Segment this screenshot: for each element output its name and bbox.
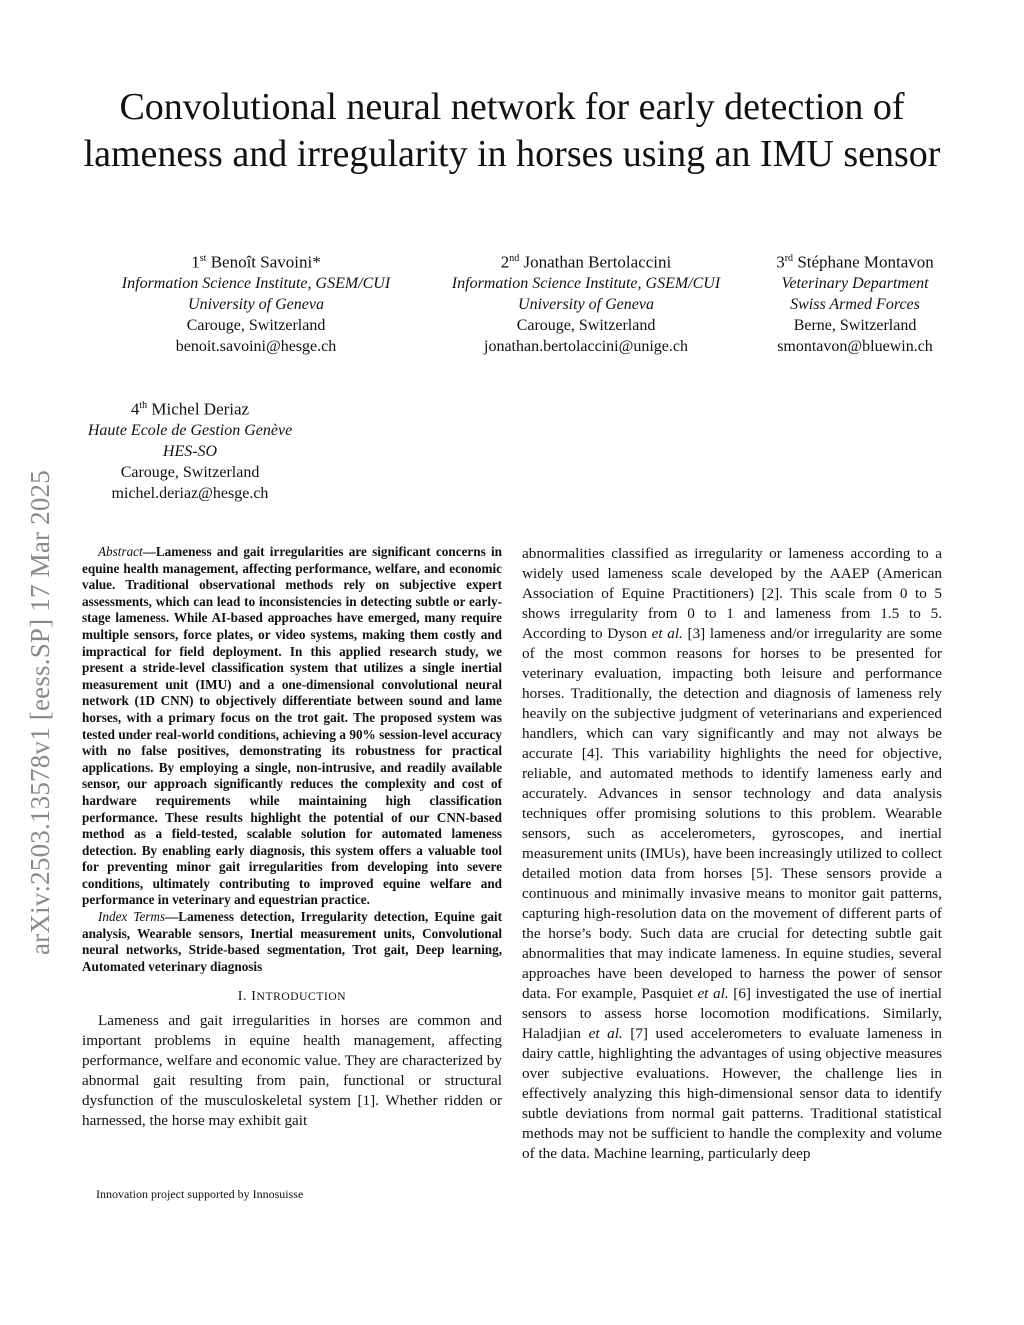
arxiv-identifier: arXiv:2503.13578v1 [eess.SP] 17 Mar 2025 (25, 470, 55, 955)
author-name-2: 2nd Jonathan Bertolaccini (500, 252, 672, 272)
author-email-2: jonathan.bertolaccini@unige.ch (484, 337, 688, 355)
paper-title: Convolutional neural network for early detection of lameness and irregularity in horses using an IMU sensor (83, 86, 941, 175)
left-column (82, 544, 502, 1131)
author-block-4 (60, 395, 320, 504)
right-column-paragraph: abnormalities classified as irregularity or lameness according to a widely used lameness scale developed by the AAEP (American Association of Equine Practitioners) [2]. This scale from 0 to 5 shows irregularity from 0 to 1 and lameness from 1.5 to 5. According to Dyson et al. [3] lameness and/or irregularity are some of the most common reasons for horses to be presented for veterinary evaluation, impacting both leisure and performance horses. Traditionally, the detection and diagnosis of lameness rely heavily on the subjective judgment of veterinarians and experienced handlers, which can vary significantly and may not always be accurate [4]. This variability highlights the need for objective, reliable, and automated methods to identify lameness early and accurately. Advances in sensor technology and data analysis techniques offer promising solutions to this problem. Wearable sensors, such as accelerometers, gyroscopes, and inertial measurement units (IMUs), have been increasingly utilized to collect detailed motion data from horses [5]. These sensors provide a continuous and minimally invasive means to monitor gait patterns, capturing high-resolution data on the movement of different parts of the horse’s body. Such data are crucial for detecting subtle gait abnormalities that may indicate lameness. In equine studies, several approaches have been developed to harness the power of sensor data. For example, Pasquiet et al. [6] investigated the use of inertial sensors to assess horse locomotion modifications. Similarly, Haladjian et al. [7] used accelerometers to evaluate lameness in dairy cattle, highlighting the advantages of using objective measures over subjective evaluations. However, the challenge lies in effectively analyzing this high-dimensional sensor data to identify subtle deviations from normal gait patterns. Traditional statistical methods may not be sufficient to handle the complexity and volume of the data. Machine learning, particularly deep (522, 545, 943, 1162)
abstract-text: —Lameness and gait irregularities are significant concerns in equine health management, affecting performance, welfare, and economic value. Traditional observational methods rely on subjective expert assessments, which can lead to inconsistencies in detecting subtle or early-stage lameness. While AI-based approaches have emerged, many require multiple sensors, force plates, or video systems, making them costly and impractical for field deployment. In this applied research study, we present a stride-level classification system that utilizes a single inertial measurement unit (IMU) and a one-dimensional convolutional neural network (1D CNN) to objectively differentiate between sound and lame horses, with a primary focus on the trot gait. The proposed system was tested under real-world conditions, achieving a 90% session-level accuracy with no false positives, demonstrating its robustness for practical applications. By employing a single, non-intrusive, and readily available sensor, our approach significantly reduces the complexity and cost of hardware requirements while maintaining high classification performance. These results highlight the potential of our CNN-based method as a field-tested, scalable solution for automated lameness detection. By enabling early diagnosis, this system offers a valuable tool for preventing minor gait irregularities from developing into severe conditions, ultimately contributing to improved equine welfare and performance in veterinary and equestrian practice. (82, 544, 502, 908)
intro-paragraph: Lameness and gait irregularities in horses are common and important problems in equine health management, affecting performance, welfare and economic value. They are characterized by abnormal gait resulting from pain, functional or structural dysfunction of the musculoskeletal system [1]. Whether ridden or harnessed, the horse may exhibit gait (82, 1012, 502, 1130)
author-city-2: Carouge, Switzerland (516, 316, 656, 334)
index-terms (82, 909, 502, 975)
author-name-4: 4th Michel Deriaz (130, 399, 250, 419)
author-city-3: Berne, Switzerland (793, 316, 917, 334)
author-affiliation-4a: Haute Ecole de Gestion Genève (87, 421, 293, 439)
author-affiliation-1b: University of Geneva (188, 295, 324, 313)
author-affiliation-3a: Veterinary Department (781, 274, 929, 292)
author-block-3 (755, 248, 955, 357)
section-heading-introduction: I. INTRODUCTION (237, 989, 347, 1005)
author-email-3: smontavon@bluewin.ch (777, 337, 933, 355)
author-city-1: Carouge, Switzerland (186, 316, 326, 334)
right-column (522, 544, 942, 1164)
author-name-3: 3rd Stéphane Montavon (776, 252, 934, 272)
author-email-1: benoit.savoini@hesge.ch (175, 337, 337, 355)
index-terms-text: —Lameness detection, Irregularity detection, Equine gait analysis, Wearable sensors, Inertial measurement units, Convolutional neural networks, Stride-based segmentation, Trot gait, Deep learning, Automated veterinary diagnosis (82, 909, 502, 974)
abstract (82, 544, 502, 909)
author-name-1: 1st Benoît Savoini* (191, 252, 321, 272)
author-affiliation-3b: Swiss Armed Forces (790, 295, 920, 313)
author-affiliation-4b: HES-SO (162, 442, 218, 460)
author-block-1 (100, 248, 412, 357)
index-terms-label: Index Terms (98, 909, 166, 925)
author-affiliation-2b: University of Geneva (518, 295, 654, 313)
footnote: Innovation project supported by Innosuisse (96, 1187, 304, 1201)
author-block-2 (430, 248, 742, 357)
author-email-4: michel.deriaz@hesge.ch (111, 484, 269, 502)
abstract-label: Abstract (98, 544, 143, 559)
author-city-4: Carouge, Switzerland (120, 463, 260, 481)
author-affiliation-2a: Information Science Institute, GSEM/CUI (451, 274, 721, 292)
author-affiliation-1a: Information Science Institute, GSEM/CUI (121, 274, 391, 292)
